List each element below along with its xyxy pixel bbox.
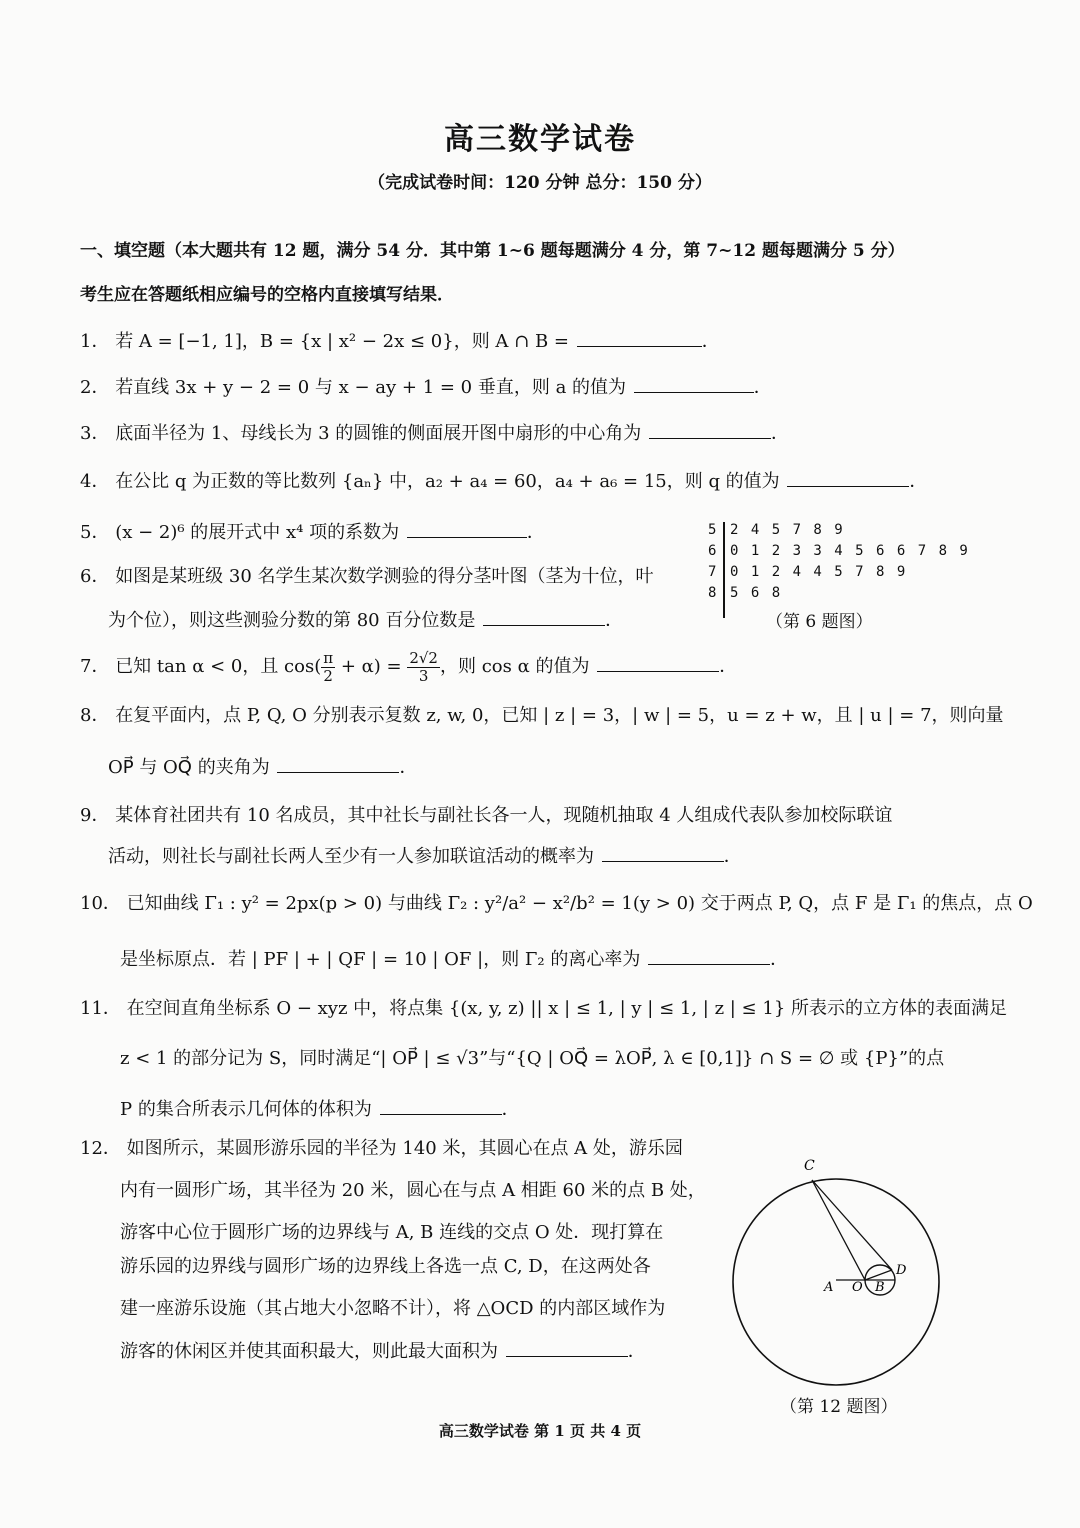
question-text: 在复平面内，点 P, Q, O 分别表示复数 z, w, 0，已知 | z | = 3，| w | = 5，u = z + w，且 | u | = 7，则向量	[115, 705, 1004, 726]
answer-blank[interactable]	[506, 1340, 628, 1357]
question-text: 如图所示，某圆形游乐园的半径为 140 米，其圆心在点 A 处，游乐园	[126, 1138, 683, 1159]
question-1: 1． 若 A = [−1, 1]，B = {x | x² − 2x ≤ 0}，则 A ∩ B = ．	[80, 331, 720, 352]
page-title: 高三数学试卷	[444, 122, 636, 157]
question-text: 如图是某班级 30 名学生某次数学测验的得分茎叶图（茎为十位，叶	[115, 566, 654, 587]
stem-row: 8 5 6 8	[708, 585, 783, 601]
question-12: 12． 如图所示，某圆形游乐园的半径为 140 米，其圆心在点 A 处，游乐园	[80, 1138, 683, 1159]
stem-row: 5 2 4 5 7 8 9	[708, 522, 845, 538]
question-4: 4． 在公比 q 为正数的等比数列 {aₙ} 中，a₂ + a₄ = 60，a₄ + a₆ = 15，则 q 的值为 ．	[80, 471, 928, 492]
answer-blank[interactable]	[648, 948, 770, 965]
label-a: A	[824, 1280, 834, 1295]
question-text: 底面半径为 1、母线长为 3 的圆锥的侧面展开图中扇形的中心角为	[115, 423, 642, 444]
question-12-line2: 内有一圆形广场，其半径为 20 米，圆心在与点 A 相距 60 米的点 B 处，	[120, 1180, 706, 1201]
label-d: D	[896, 1263, 907, 1278]
answer-blank[interactable]	[602, 845, 724, 862]
question-text: 某体育社团共有 10 名成员，其中社长与副社长各一人，现随机抽取 4 人组成代表队参加校际联谊	[115, 805, 893, 826]
question-text: (x − 2)⁶ 的展开式中 x⁴ 项的系数为	[115, 522, 400, 543]
question-5: 5． (x − 2)⁶ 的展开式中 x⁴ 项的系数为 ．	[80, 522, 545, 543]
label-b: B	[875, 1280, 885, 1295]
figure-12-diagram	[720, 1150, 960, 1390]
fraction: $\frac{2√2}{3}$	[409, 649, 438, 685]
question-text: 已知曲线 Γ₁ : y² = 2px(p > 0) 与曲线 Γ₂ : y²/a² − x²/b² = 1(y > 0) 交于两点 P, Q，点 F 是 Γ₁ 的焦点，点 O	[126, 893, 1033, 914]
label-o: O	[852, 1280, 863, 1295]
question-12-line4: 游乐园的边界线与圆形广场的边界线上各选一点 C, D，在这两处各	[120, 1256, 651, 1277]
answer-blank[interactable]	[277, 756, 399, 773]
figure-12-caption: （第 12 题图）	[780, 1397, 898, 1417]
question-text: 在公比 q 为正数的等比数列 {aₙ} 中，a₂ + a₄ = 60，a₄ + a₆ = 15，则 q 的值为	[115, 471, 780, 492]
question-7: 7． 已知 tan α < 0，且 cos( $\frac{\pi}{2}$ + α) = $\frac{2√2}{3}$ ，则 cos α 的值为 ．	[80, 649, 738, 685]
question-6-line2: 为个位），则这些测验分数的第 80 百分位数是 ．	[108, 610, 624, 631]
fraction: $\frac{\pi}{2}$	[323, 649, 334, 685]
question-6: 6． 如图是某班级 30 名学生某次数学测验的得分茎叶图（茎为十位，叶	[80, 566, 654, 587]
stem-row: 7 0 1 2 4 4 5 7 8 9	[708, 564, 908, 580]
answer-blank[interactable]	[649, 422, 771, 439]
question-9: 9． 某体育社团共有 10 名成员，其中社长与副社长各一人，现随机抽取 4 人组成代表队参加校际联谊	[80, 805, 893, 826]
question-text: 若 A = [−1, 1]，B = {x | x² − 2x ≤ 0}，则 A ∩ B =	[115, 331, 569, 352]
label-c: C	[804, 1158, 815, 1174]
answer-blank[interactable]	[597, 655, 719, 672]
question-8-line2: OP⃗ 与 OQ⃗ 的夹角为 ．	[108, 757, 418, 778]
question-2: 2． 若直线 3x + y − 2 = 0 与 x − ay + 1 = 0 垂直，则 a 的值为 ．	[80, 377, 772, 398]
answer-blank[interactable]	[380, 1098, 502, 1115]
question-12-line3: 游客中心位于圆形广场的边界线与 A, B 连线的交点 O 处．现打算在	[120, 1222, 664, 1243]
question-text: 若直线 3x + y − 2 = 0 与 x − ay + 1 = 0 垂直，则 a 的值为	[115, 377, 627, 398]
question-11-line2: z < 1 的部分记为 S，同时满足“| OP⃗ | ≤ √3”与“{Q | OQ⃗ = λOP⃗, λ ∈ [0,1]} ∩ S = ∅ 或 {P}”的点	[120, 1048, 945, 1069]
question-11-line3: P 的集合所表示几何体的体积为 ．	[120, 1099, 520, 1120]
question-3: 3． 底面半径为 1、母线长为 3 的圆锥的侧面展开图中扇形的中心角为 ．	[80, 423, 789, 444]
stem-leaf-plot	[708, 522, 970, 606]
question-9-line2: 活动，则社长与副社长两人至少有一人参加联谊活动的概率为 ．	[108, 846, 742, 867]
stem-row: 6 0 1 2 3 3 4 5 6 6 7 8 9	[708, 543, 970, 559]
answer-blank[interactable]	[787, 470, 909, 487]
figure-6-caption: （第 6 题图）	[766, 612, 873, 632]
question-10: 10． 已知曲线 Γ₁ : y² = 2px(p > 0) 与曲线 Γ₂ : y²/a² − x²/b² = 1(y > 0) 交于两点 P, Q，点 F 是 Γ₁ 的焦点，点 O	[80, 893, 1033, 914]
answer-blank[interactable]	[634, 376, 754, 393]
question-12-line6: 游客的休闲区并使其面积最大，则此最大面积为 ．	[120, 1341, 646, 1362]
answer-blank[interactable]	[407, 521, 527, 538]
od-segment	[865, 1270, 892, 1280]
question-number: 1．	[80, 331, 110, 352]
exam-info: （完成试卷时间：120 分钟 总分：150 分）	[368, 173, 712, 193]
question-text: 在空间直角坐标系 O − xyz 中，将点集 {(x, y, z) || x | ≤ 1, | y | ≤ 1, | z | ≤ 1} 所表示的立方体的表面满足	[126, 998, 1007, 1019]
question-12-line5: 建一座游乐设施（其占地大小忽略不计），将 △OCD 的内部区域作为	[120, 1298, 666, 1319]
section-instruction: 考生应在答题纸相应编号的空格内直接填写结果．	[80, 285, 454, 305]
answer-blank[interactable]	[577, 330, 702, 347]
question-8: 8． 在复平面内，点 P, Q, O 分别表示复数 z, w, 0，已知 | z | = 3，| w | = 5，u = z + w，且 | u | = 7，则向量	[80, 705, 1004, 726]
question-10-line2: 是坐标原点．若 | PF | + | QF | = 10 | OF |，则 Γ₂ 的离心率为 ．	[120, 949, 789, 970]
section-heading: 一、填空题（本大题共有 12 题，满分 54 分．其中第 1~6 题每题满分 4 分，第 7~12 题每题满分 5 分）	[80, 241, 905, 261]
page-footer: 高三数学试卷 第 1 页 共 4 页	[438, 1422, 642, 1440]
park-circle	[733, 1179, 939, 1385]
question-11: 11． 在空间直角坐标系 O − xyz 中，将点集 {(x, y, z) || x | ≤ 1, | y | ≤ 1, | z | ≤ 1} 所表示的立方体的表面满足	[80, 998, 1007, 1019]
answer-blank[interactable]	[483, 609, 605, 626]
